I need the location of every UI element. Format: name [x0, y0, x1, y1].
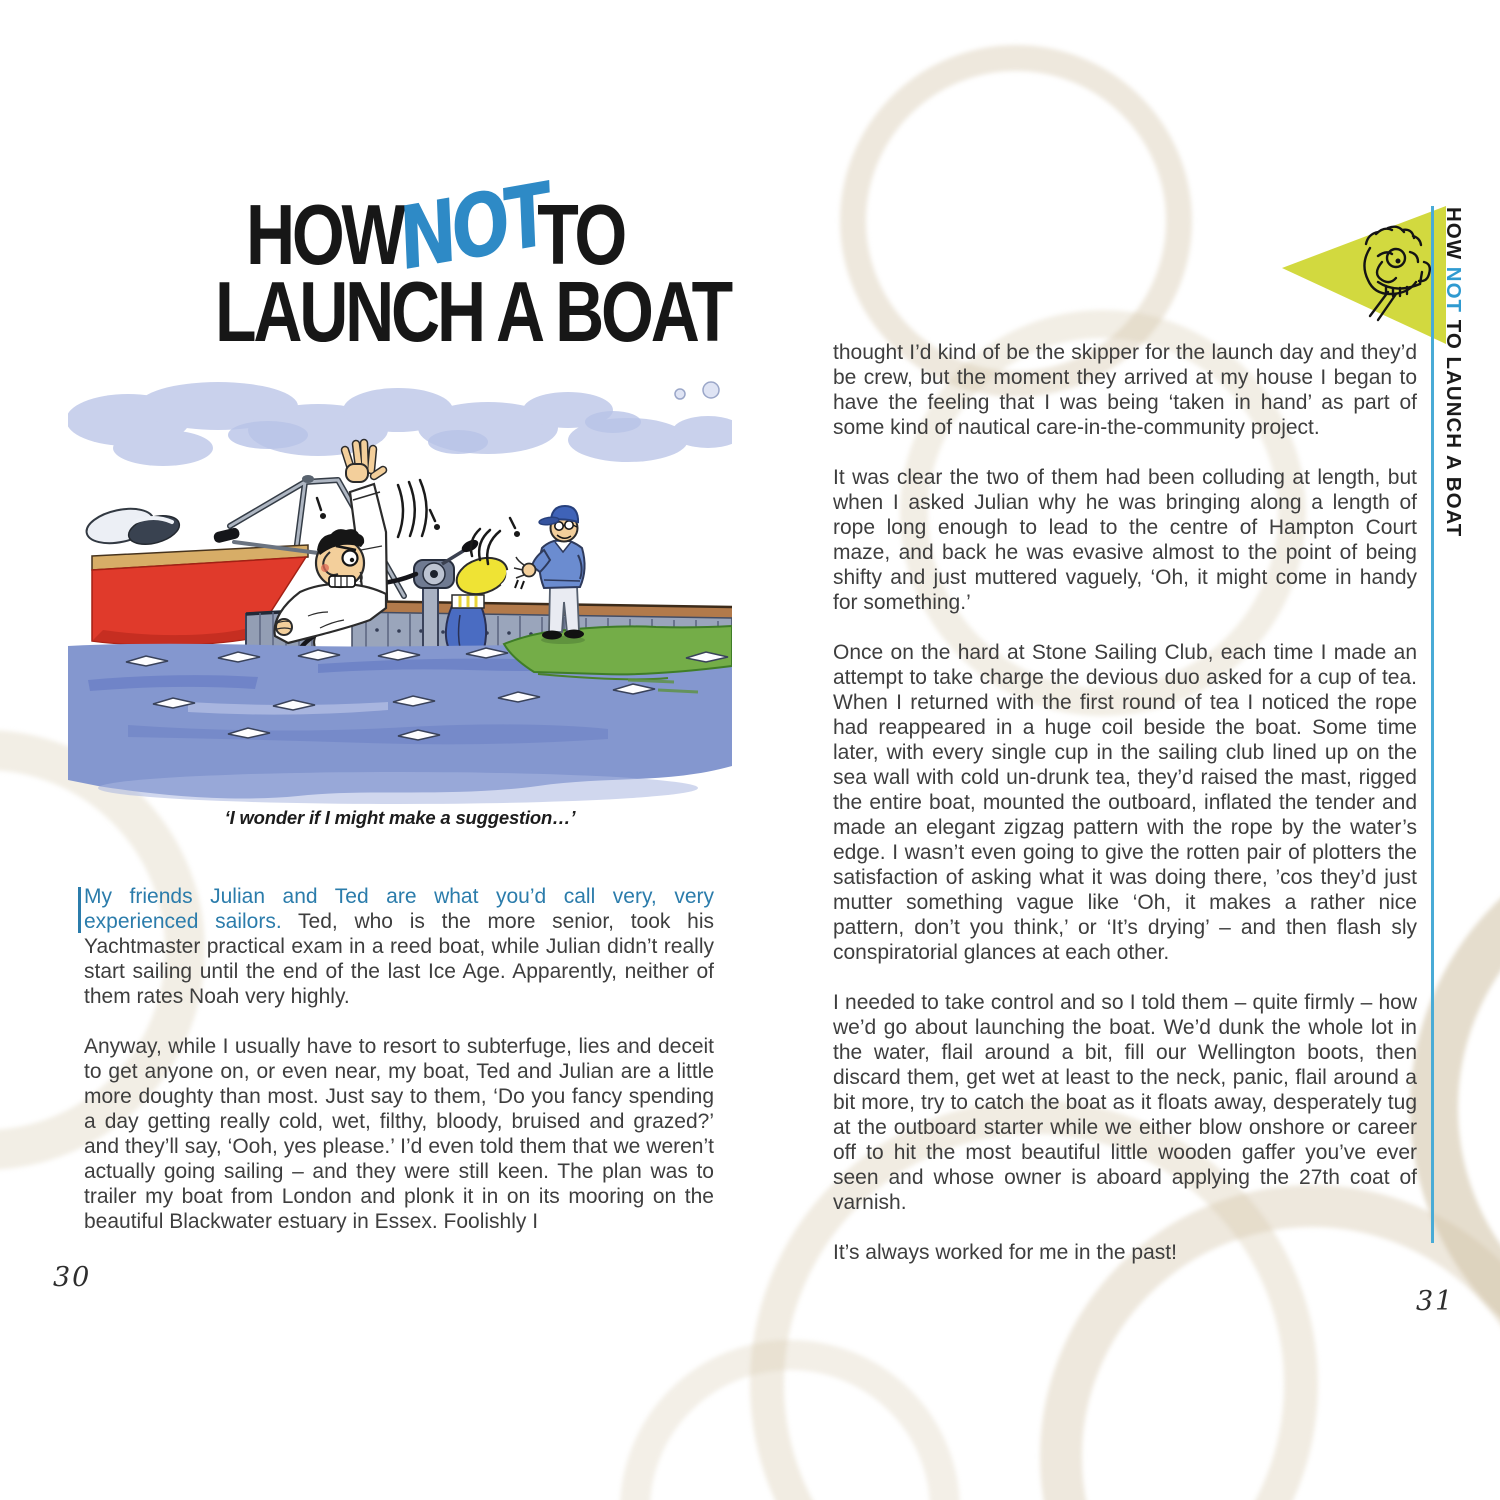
pennant-flag [1280, 202, 1448, 348]
paragraph [84, 884, 714, 1009]
running-head-rest: TO LAUNCH A BOAT [1442, 319, 1465, 538]
sidebar-rule [1431, 206, 1434, 1243]
title-word-how: HOW [245, 188, 403, 283]
paragraph-text: Ted, who is the more senior, took his Yachtmaster practical exam in a reed boat, while Julian didn’t really start sailing until the end of the last Ice Age. Apparently, neither of them rates Noah very highly. [84, 910, 714, 1008]
chapter-title-line2: LAUNCH A BOAT [215, 264, 730, 360]
running-head-how: HOW [1442, 207, 1465, 267]
illustration-caption: ‘I wonder if I might make a suggestion…’ [224, 807, 576, 828]
paragraph: It was clear the two of them had been colluding at length, but when I asked Julian why he was bringing along a length of rope long enough to lead to the centre of Hampton Court maze, and back he was evasive almost to the point of being shifty and just muttered vaguely, ‘Oh, it might come in handy for something.’ [833, 466, 1417, 614]
lead-accent-bar [78, 887, 81, 933]
left-page-text-column [84, 884, 714, 1259]
right-page-text-column [833, 340, 1417, 1290]
running-head-not: NOT [1442, 266, 1465, 320]
paragraph: Once on the hard at Stone Sailing Club, each time I made an attempt to take charge the devious duo asked for a cup of tea. When I returned with the first round of tea I noticed the rope had reappeared in a huge coil beside the boat. Some time later, with every single cup in the sailing club lined up on the sea wall with cold un-drunk tea, they’d raised the mast, rigged the entire boat, mounted the outboard, inflated the tender and made an elegant zigzag pattern with the rope by the water’s edge. I wasn’t even going to give the rotten pair of plotters the satisfaction of asking what it was doing there, ’cos they’d just mutter something vague like ‘Oh, it makes a rather nice pattern, don’t you think,’ or ‘It’s drying’ – and then flash sly conspiratorial glances at each other. [833, 641, 1417, 964]
page-number-right: 31 [1416, 1286, 1455, 1317]
boat-launch-illustration [68, 380, 732, 812]
clouds-sketch [68, 382, 732, 466]
falling-man [275, 443, 387, 643]
paragraph: It’s always worked for me in the past! [833, 1241, 1177, 1264]
paragraph: Anyway, while I usually have to resort to subterfuge, lies and deceit to get anyone on, or even near, my boat, Ted and Julian are a little more doughty than most. Just say to them, ‘Do you fancy spending a day getting really cold, wet, filthy, bloody, bruised and grazed?’ and they’ll say, ‘Ooh, yes please.’ I’d even told them that we weren’t actually going sailing – and they were still keen. The plan was to trailer my boat from London and plonk it in on its mooring on the beautiful Blackwater estuary in Essex. Foolishly I [84, 1035, 714, 1233]
chapter-title-line1 [215, 165, 655, 291]
sidebar-running-head [1441, 207, 1465, 1237]
title-word-not: NOT [397, 165, 548, 291]
title-word-to: TO [537, 188, 625, 283]
paragraph: thought I’d kind of be the skipper for the launch day and they’d be crew, but the moment they arrived at my house I began to have the feeling that I was being ‘taken in hand’ as part of some kind of nautical care-in-the-community project. [833, 341, 1417, 439]
paragraph: I needed to take control and so I told them – quite firmly – how we’d go about launching the boat. We’d dunk the whole lot in the water, flail around a bit, fill our Wellington boots, then discard them, get wet at least to the neck, panic, flail around a bit more, try to catch the boat as it floats away, desperately tug at the outboard starter while we either blow onshore or career off to hit the most beautiful little wooden gaffer you’ve ever seen and whose owner is aboard applying the 27th coat of varnish. [833, 991, 1417, 1214]
page-number-left: 30 [53, 1262, 92, 1293]
chapter-title [160, 165, 730, 360]
lead-sentence: My friends Julian and Ted are what you’d call very, very experienced sailors. [84, 885, 714, 933]
